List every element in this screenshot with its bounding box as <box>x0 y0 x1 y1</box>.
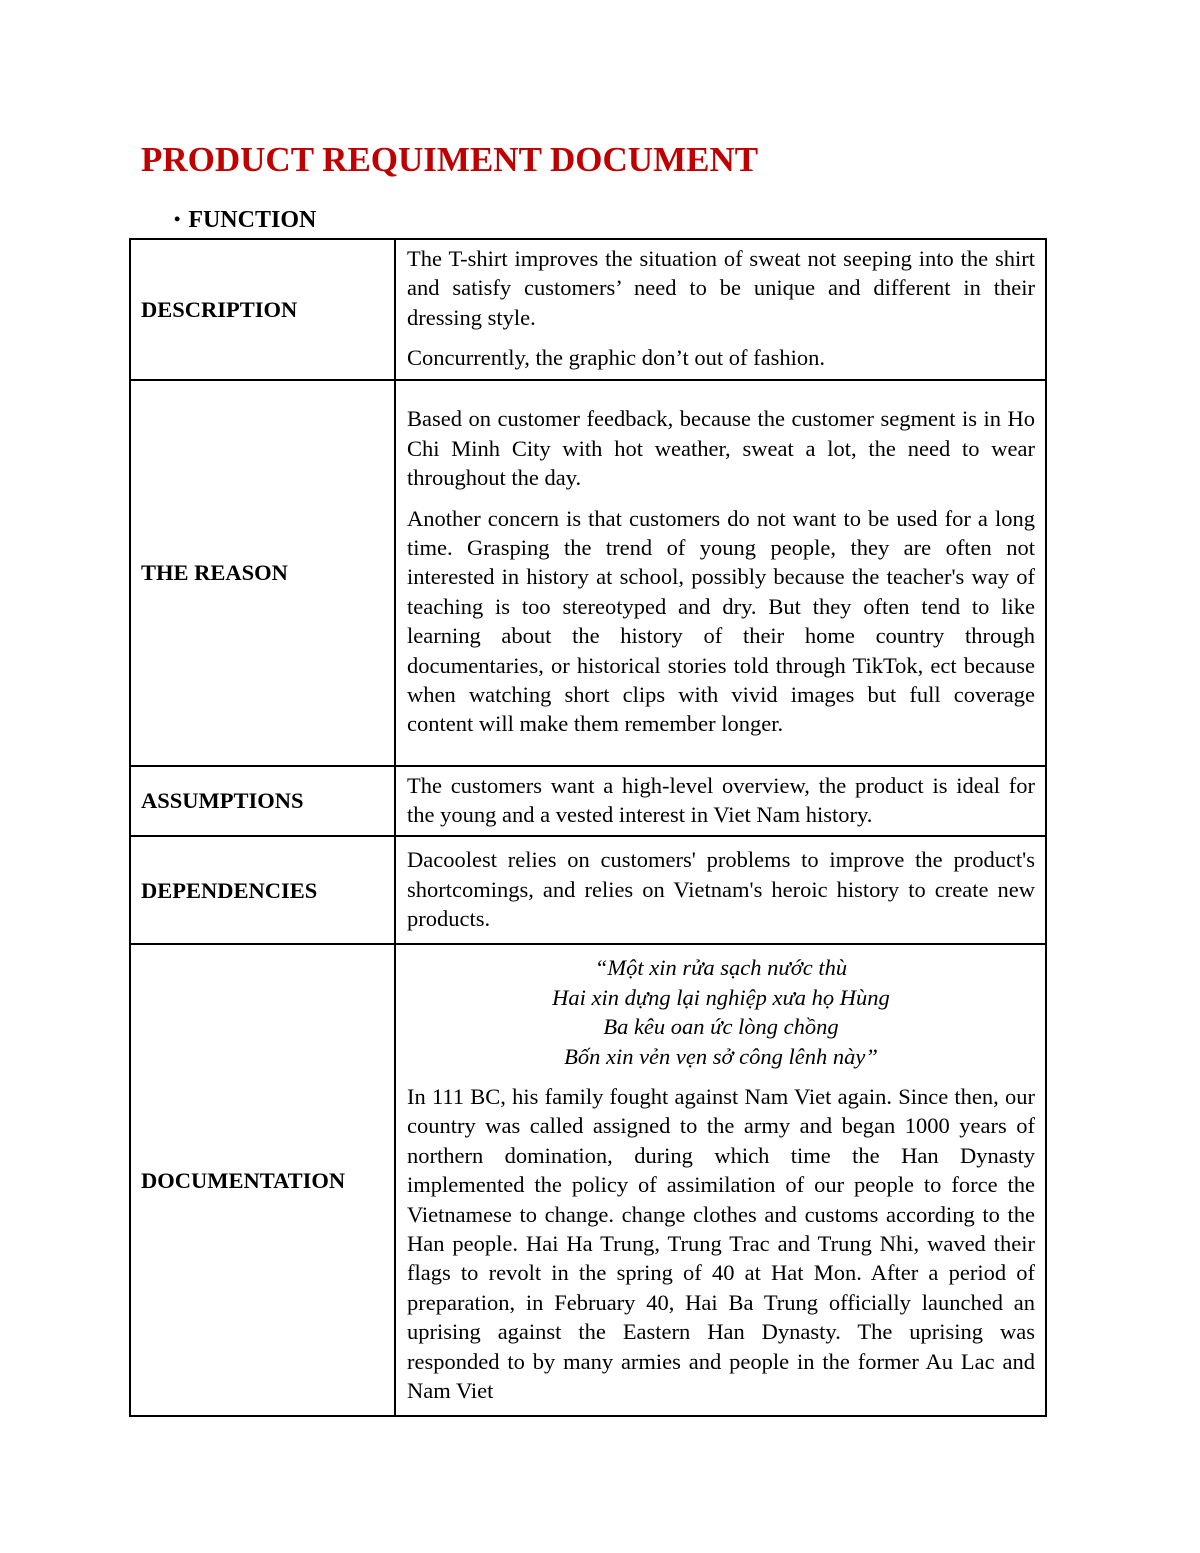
table-row-description <box>130 239 1046 380</box>
reason-paragraph: Another concern is that customers do not want to be used for a long time. Grasping the trend of young people, they are often not interested in history at school, possibly because the teacher's way of teaching is too stereotyped and dry. But they often tend to like learning about the history of their home country through documentaries, or historical stories told through TikTok, ect because when watching short clips with vivid images but full coverage content will make them remember longer. <box>407 505 1035 737</box>
poem-line: Ba kêu oan ức lòng chồng <box>603 1014 839 1040</box>
table-row-dependencies <box>130 836 1046 944</box>
assumptions-paragraph: The customers want a high-level overview, the product is ideal for the young and a vested interest in Viet Nam history. <box>407 772 1035 828</box>
row-content-documentation <box>395 944 1046 1416</box>
page-title: PRODUCT REQUIMENT DOCUMENT <box>141 140 759 179</box>
poem-line: “Một xin rửa sạch nước thù <box>594 955 848 981</box>
row-label-documentation: DOCUMENTATION <box>130 944 395 1416</box>
poem-line: Bốn xin vẻn vẹn sở công lênh này” <box>564 1043 878 1069</box>
row-label-dependencies: DEPENDENCIES <box>130 836 395 944</box>
section-heading-label: FUNCTION <box>188 207 317 233</box>
reason-paragraph: Based on customer feedback, because the customer segment is in Ho Chi Minh City with hot weather, sweat a lot, the need to wear throughout the day. <box>407 406 1035 491</box>
row-label-description: DESCRIPTION <box>130 239 395 380</box>
row-content-reason <box>395 380 1046 766</box>
requirements-table <box>129 238 1047 1417</box>
documentation-paragraph: In 111 BC, his family fought against Nam Viet again. Since then, our country was called assigned to the army and began 1000 years of northern domination, during which time the Han Dynasty implemented the policy of assimilation of our people to force the Vietnamese to change. change clothes and customs according to the Han people. Hai Ha Trung, Trung Trac and Trung Nhi, waved their flags to revolt in the spring of 40 at Hat Mon. After a period of preparation, in February 40, Hai Ba Trung officially launched an uprising against the Eastern Han Dynasty. The uprising was responded to by many armies and people in the former Au Lac and Nam Viet <box>407 1084 1035 1404</box>
section-heading-function <box>174 207 316 234</box>
row-content-assumptions <box>395 766 1046 837</box>
row-content-description <box>395 239 1046 380</box>
description-paragraph: The T-shirt improves the situation of sweat not seeping into the shirt and satisfy customers’ need to be unique and different in their dressing style. <box>407 246 1035 330</box>
row-content-dependencies <box>395 836 1046 944</box>
table-row-assumptions <box>130 766 1046 837</box>
row-label-reason: THE REASON <box>130 380 395 766</box>
description-paragraph: Concurrently, the graphic don’t out of fashion. <box>407 345 826 371</box>
poem-quote <box>407 953 1035 1071</box>
dependencies-paragraph: Dacoolest relies on customers' problems to improve the product's shortcomings, and relies on Vietnam's heroic history to create new products. <box>407 847 1035 932</box>
row-label-assumptions: ASSUMPTIONS <box>130 766 395 837</box>
bullet-icon: • <box>174 209 181 229</box>
table-row-reason <box>130 380 1046 766</box>
poem-line: Hai xin dựng lại nghiệp xưa họ Hùng <box>552 984 890 1010</box>
table-row-documentation <box>130 944 1046 1416</box>
